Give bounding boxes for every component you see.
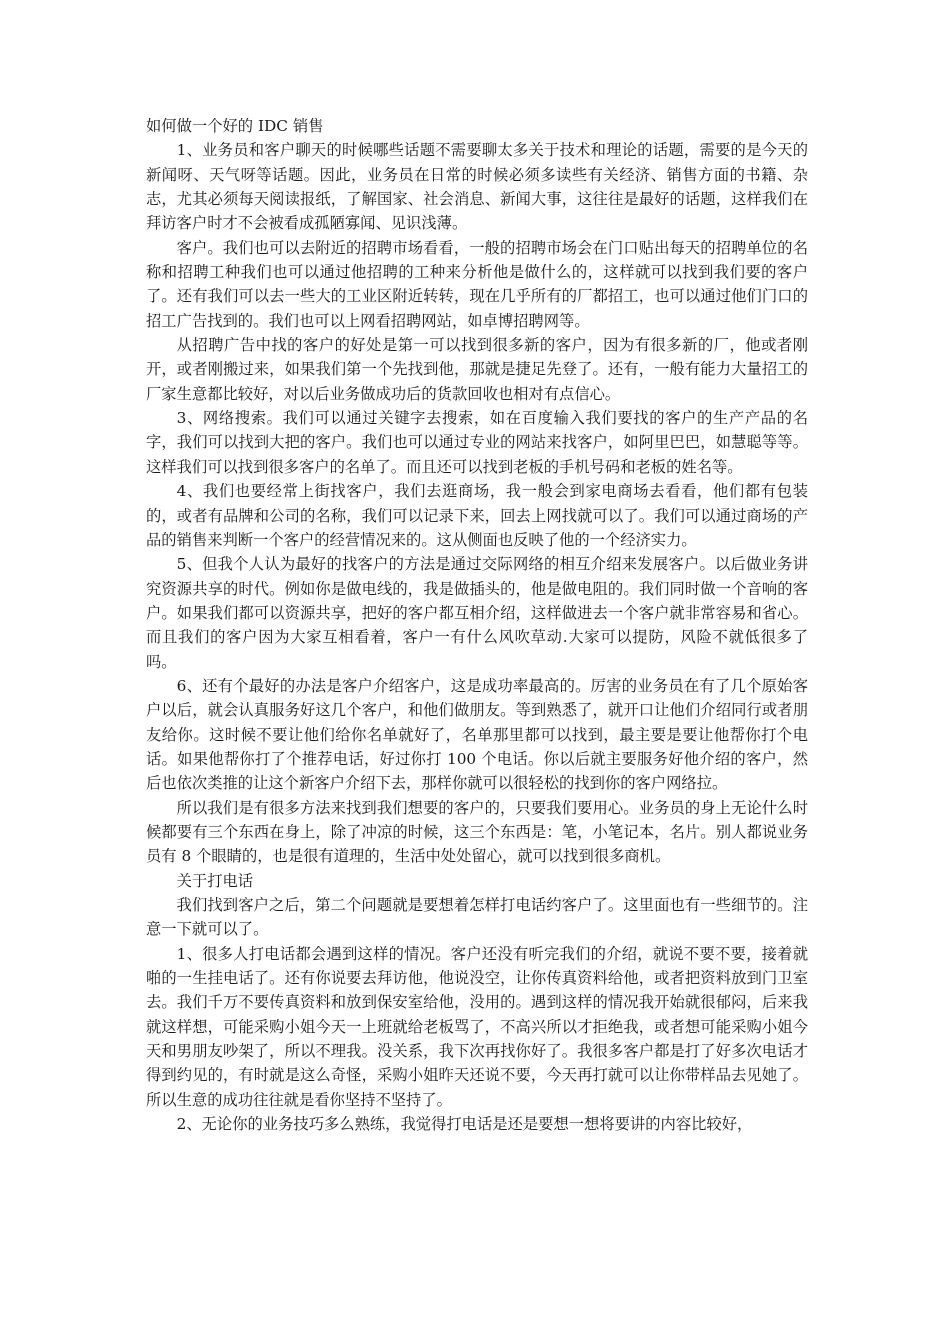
document-page [146, 114, 808, 1136]
paragraph-recruitment-market: 客户。我们也可以去附近的招聘市场看看，一般的招聘市场会在门口贴出每天的招聘单位的名称和招聘工种我们也可以通过他招聘的工种来分析他是做什么的，这样就可以找到我们要的客户了。还有我们可以去一些大的工业区附近转转，现在几乎所有的厂都招工，也可以通过他们门口的招工广告找到的。我们也可以上网看招聘网站，如卓博招聘网等。 [146, 238, 808, 330]
paragraph-client-referral: 6、还有个最好的办法是客户介绍客户，这是成功率最高的。厉害的业务员在有了几个原始客户以后，就会认真服务好这几个客户，和他们做朋友。等到熟悉了，就开口让他们介绍同行或者朋友给你。这时候不要让他们给你名单就好了，名单那里都可以找到，最主要是要让他帮你打个电话。如果他帮你打了个推荐电话，好过你打 100 个电话。你以后就主要服务好他介绍的客户，然后也依次类推的让这个新客户介绍下去，那样你就可以很轻松的找到你的客户网络拉。 [146, 676, 808, 793]
paragraph-web-search: 3、网络搜索。我们可以通过关键字去搜索，如在百度输入我们要找的客户的生产产品的名字，我们可以找到大把的客户。我们也可以通过专业的网站来找客户，如阿里巴巴，如慧聪等等。这样我们可以找到很多客户的名单了。而且还可以找到老板的手机号码和老板的姓名等。 [146, 409, 808, 476]
paragraph-network-referral: 5、但我个人认为最好的找客户的方法是通过交际网络的相互介绍来发展客户。以后做业务讲究资源共享的时代。例如你是做电线的，我是做插头的，他是做电阻的。我们同时做一个音响的客户。如果我们都可以资源共享，把好的客户都互相介绍，这样做进去一个客户就非常容易和省心。而且我们的客户因为大家互相看着，客户一有什么风吹草动.大家可以提防，风险不就低很多了吗。 [146, 555, 808, 671]
paragraph-summary: 所以我们是有很多方法来找到我们想要的客户的，只要我们要用心。业务员的身上无论什么时候都要有三个东西在身上，除了冲凉的时候，这三个东西是：笔，小笔记本，名片。别人都说业务员有 8 个眼睛的，也是很有道理的，生活中处处留心，就可以找到很多商机。 [146, 798, 808, 866]
paragraph-phone-rejection: 1、很多人打电话都会遇到这样的情况。客户还没有听完我们的介绍，就说不要不要，接着就啪的一生挂电话了。还有你说要去拜访他，他说没空，让你传真资料给他，或者把资料放到门卫室去。我们千万不要传真资料和放到保安室给他，没用的。遇到这样的情况我开始就很郁闷，后来我就这样想，可能采购小姐今天一上班就给老板骂了，不高兴所以才拒绝我，或者想可能采购小姐今天和男朋友吵架了，所以不理我。没关系，我下次再找你好了。我很多客户都是打了好多次电话才得到约见的，有时就是这么奇怪，采购小姐昨天还说不要，今天再打就可以让你带样品去见她了。所以生意的成功往往就是看你坚持不坚持了。 [146, 944, 808, 1109]
paragraph-recruitment-ads: 从招聘广告中找的客户的好处是第一可以找到很多新的客户，因为有很多新的厂，他或者刚开，或者刚搬过来，如果我们第一个先找到他，那就是捷足先登了。还有，一般有能力大量招工的厂家生意都比较好，对以后业务做成功后的货款回收也相对有点信心。 [146, 336, 808, 403]
paragraph-topics: 1、业务员和客户聊天的时候哪些话题不需要聊太多关于技术和理论的话题，需要的是今天的新闻呀、天气呀等话题。因此，业务员在日常的时候必须多读些有关经济、销售方面的书籍、杂志，尤其必须每天阅读报纸，了解国家、社会消息、新闻大事，这往往是最好的话题，这样我们在拜访客户时才不会被看成孤陋寡闻、见识浅薄。 [146, 141, 808, 233]
section-heading-phone-calls: 关于打电话 [176, 871, 254, 890]
paragraph-phone-preparation: 2、无论你的业务技巧多么熟练，我觉得打电话是还是要想一想将要讲的内容比较好， [176, 1115, 753, 1134]
paragraph-street-search: 4、我们也要经常上街找客户，我们去逛商场，我一般会到家电商场去看看，他们都有包装的，或者有品牌和公司的名称，我们可以记录下来，回去上网找就可以了。我们可以通过商场的产品的销售来判断一个客户的经营情况来的。这从侧面也反映了他的一个经济实力。 [146, 482, 808, 549]
document-title: 如何做一个好的 IDC 销售 [146, 117, 324, 135]
paragraph-phone-intro: 我们找到客户之后，第二个问题就是要想着怎样打电话约客户了。这里面也有一些细节的。注意一下就可以了。 [146, 896, 808, 939]
